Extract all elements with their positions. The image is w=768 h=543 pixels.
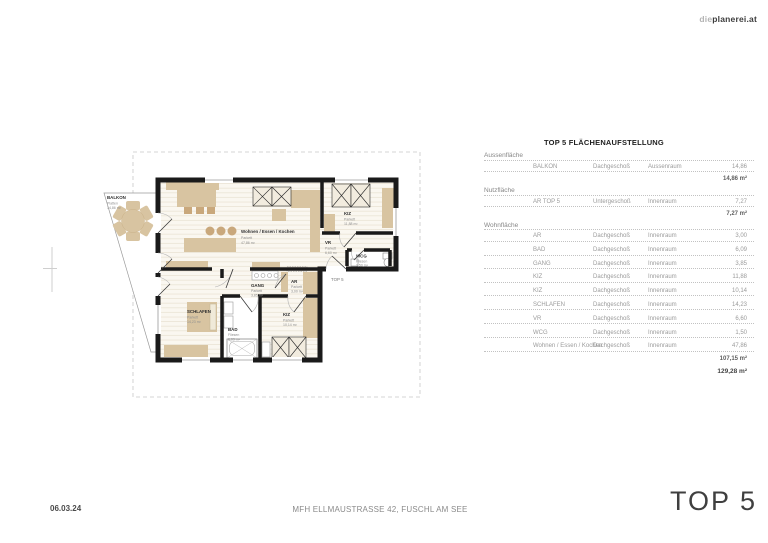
cell-room: Wohnen / Essen / Kochen: [533, 343, 603, 349]
logo-light-part: die: [699, 14, 713, 24]
section-label-aussenflaeche: Aussenfläche: [484, 152, 524, 159]
svg-text:11,88 m²: 11,88 m²: [344, 222, 358, 226]
svg-text:VR: VR: [325, 240, 332, 245]
divider: [484, 241, 754, 242]
cell-area: 6,60: [735, 316, 747, 322]
cell-zone: Innenraum: [648, 288, 677, 294]
svg-text:WCG: WCG: [356, 253, 367, 259]
svg-text:Parkett: Parkett: [344, 217, 356, 222]
divider: [484, 337, 754, 338]
svg-text:Wohnen / Essen / Kochen: Wohnen / Essen / Kochen: [241, 229, 295, 234]
table-row: [484, 341, 754, 351]
cell-area: 14,86: [731, 164, 747, 170]
svg-text:BAD: BAD: [228, 327, 238, 332]
svg-text:BALKON: BALKON: [107, 195, 126, 200]
divider: [484, 268, 754, 269]
cell-zone: Innenraum: [648, 261, 677, 267]
cell-area: 7,27: [735, 199, 747, 205]
cell-area: 3,85: [735, 261, 747, 267]
divider: [484, 195, 754, 196]
svg-text:Platten: Platten: [107, 201, 118, 206]
subtotal-aussenflaeche: 14,86 m²: [722, 176, 747, 182]
divider: [484, 282, 754, 283]
svg-text:Parkett: Parkett: [241, 236, 253, 240]
cell-room: AR: [533, 233, 542, 239]
divider: [484, 323, 754, 324]
svg-text:6,60 m²: 6,60 m²: [325, 251, 337, 255]
cell-storey: Dachgeschoß: [593, 261, 631, 267]
subtotal-nutzflaeche: 7,27 m²: [726, 211, 747, 217]
cell-room: KIZ: [533, 288, 543, 294]
svg-text:10,14 m²: 10,14 m²: [283, 323, 297, 327]
area-table: [484, 0, 754, 543]
svg-text:14,23 m²: 14,23 m²: [187, 320, 201, 324]
cell-zone: Innenraum: [648, 316, 677, 322]
svg-text:AR: AR: [291, 279, 298, 284]
svg-text:6,09 m²: 6,09 m²: [228, 337, 240, 342]
cell-room: AR TOP 5: [533, 199, 561, 205]
svg-text:KIZ: KIZ: [344, 211, 352, 216]
svg-text:Parkett: Parkett: [187, 315, 199, 320]
divider: [484, 351, 754, 352]
cell-area: 47,86: [731, 343, 747, 349]
svg-text:SCHLAFEN: SCHLAFEN: [187, 309, 211, 314]
logo-bold-part: planerei.at: [712, 14, 757, 24]
cell-storey: Dachgeschoß: [593, 316, 631, 322]
cell-zone: Innenraum: [648, 247, 677, 253]
svg-text:Parkett: Parkett: [251, 289, 263, 293]
divider: [484, 206, 754, 207]
section-label-wohnflaeche: Wohnfläche: [484, 222, 519, 229]
cell-room: SCHLAFEN: [533, 302, 566, 308]
cell-room: WCG: [533, 330, 548, 336]
divider: [484, 160, 754, 161]
footer-unit-label: TOP 5: [669, 486, 757, 516]
cell-storey: Dachgeschoß: [593, 302, 631, 308]
svg-text:Parkett: Parkett: [283, 318, 295, 323]
table-row: [484, 272, 754, 282]
cell-room: GANG: [533, 261, 551, 267]
divider: [484, 171, 754, 172]
svg-text:Fliesen: Fliesen: [356, 259, 368, 264]
divider: [484, 309, 754, 310]
cell-zone: Innenraum: [648, 330, 677, 336]
subtotal-wohnflaeche: 107,15 m²: [719, 356, 747, 362]
cell-area: 10,14: [731, 288, 747, 294]
cell-storey: Dachgeschoß: [593, 330, 631, 336]
table-title: TOP 5 FLÄCHENAUFSTELLUNG: [544, 138, 664, 147]
divider: [484, 295, 754, 296]
svg-text:1,50 m²: 1,50 m²: [356, 263, 368, 268]
cell-room: KIZ: [533, 274, 543, 280]
cell-storey: Dachgeschoß: [593, 247, 631, 253]
svg-text:KIZ: KIZ: [283, 312, 291, 317]
cell-zone: Innenraum: [648, 343, 677, 349]
grand-total: 129,28 m²: [717, 368, 747, 375]
cell-area: 6,09: [735, 247, 747, 253]
footer-project-title: MFH ELLMAUSTRASSE 42, FUSCHL AM SEE: [292, 505, 468, 514]
divider: [484, 229, 754, 230]
cell-storey: Untergeschoß: [593, 199, 631, 205]
cell-storey: Dachgeschoß: [593, 288, 631, 294]
cell-area: 1,50: [735, 330, 747, 336]
svg-text:47,86 m²: 47,86 m²: [241, 241, 255, 245]
cell-zone: Aussenraum: [648, 164, 682, 170]
cell-area: 3,00: [735, 233, 747, 239]
cell-zone: Innenraum: [648, 233, 677, 239]
cell-storey: Dachgeschoß: [593, 233, 631, 239]
table-row: [484, 245, 754, 255]
fold-mark: [43, 247, 57, 292]
cell-zone: Innenraum: [648, 274, 677, 280]
svg-text:Fliesen: Fliesen: [228, 333, 240, 337]
cell-zone: Innenraum: [648, 302, 677, 308]
table-row: [484, 231, 754, 241]
section-label-nutzflaeche: Nutzfläche: [484, 187, 515, 194]
cell-storey: Dachgeschoß: [593, 164, 631, 170]
entrance-unit-label: TOP 5: [331, 277, 344, 282]
svg-text:3,85 m²: 3,85 m²: [251, 293, 263, 298]
svg-text:14,86 m²: 14,86 m²: [107, 206, 121, 210]
svg-text:GANG: GANG: [251, 283, 265, 288]
cell-zone: Innenraum: [648, 199, 677, 205]
svg-text:Parkett: Parkett: [325, 246, 337, 251]
divider: [484, 255, 754, 256]
cell-storey: Dachgeschoß: [593, 274, 631, 280]
svg-text:Parkett: Parkett: [291, 285, 303, 289]
svg-text:3,00 m²: 3,00 m²: [291, 289, 303, 294]
cell-room: VR: [533, 316, 542, 322]
cell-storey: Dachgeschoß: [593, 343, 631, 349]
cell-room: BALKON: [533, 164, 558, 170]
balcony-area: [104, 193, 158, 352]
cell-room: BAD: [533, 247, 546, 253]
cell-area: 11,88: [732, 274, 747, 280]
cell-area: 14,23: [731, 302, 747, 308]
footer-date: 06.03.24: [50, 504, 82, 513]
